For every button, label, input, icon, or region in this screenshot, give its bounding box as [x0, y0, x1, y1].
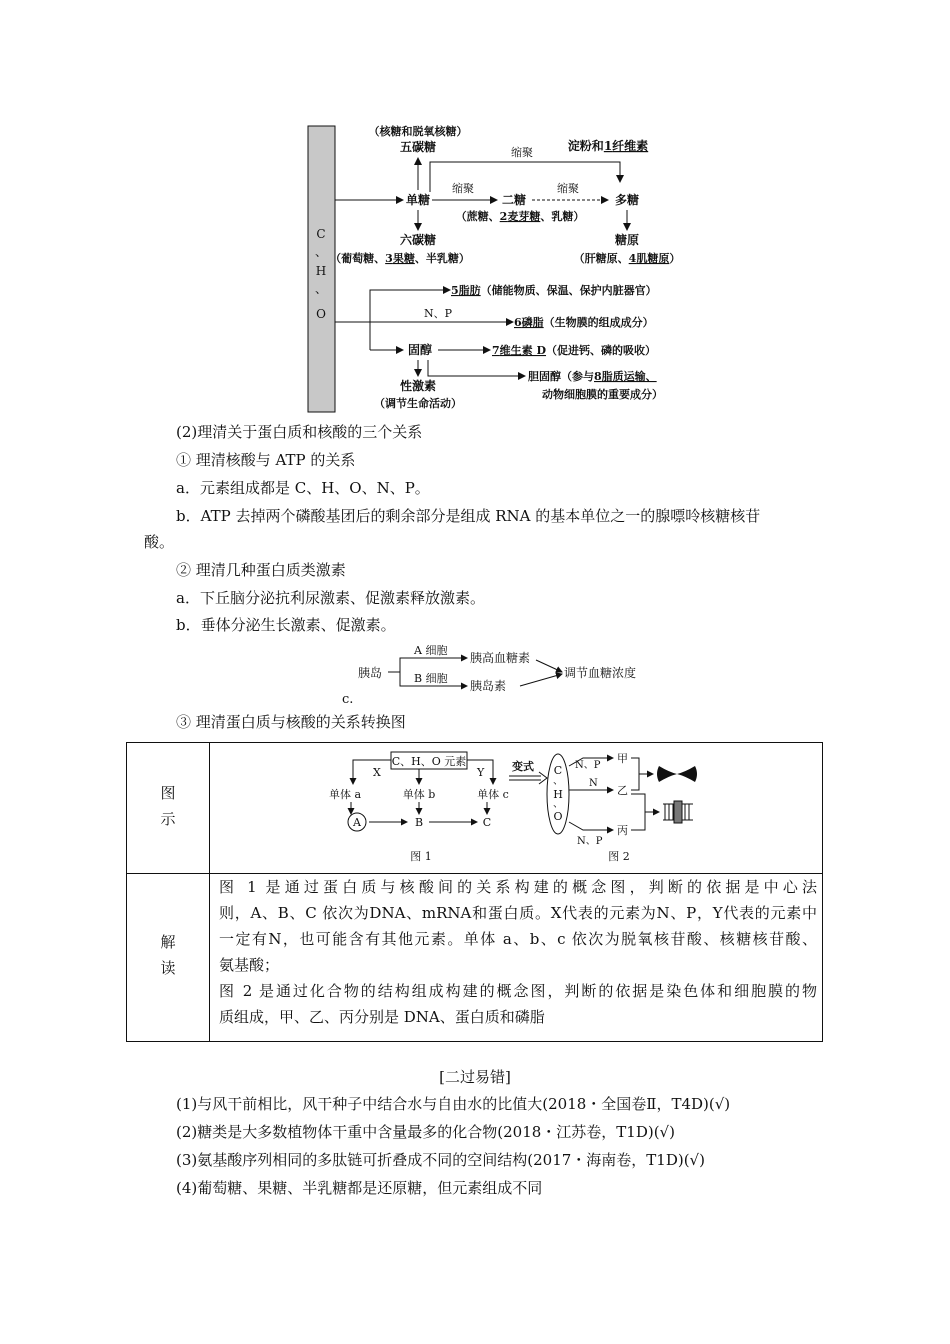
num-box-7: 7	[492, 344, 500, 357]
error-item-4: (4)葡萄糖、果糖、半乳糖都是还原糖，但元素组成不同	[176, 1179, 543, 1197]
interpretation-text	[219, 874, 817, 1030]
ellipse-sep2: 、	[553, 799, 563, 810]
row1-header-1: 图	[160, 784, 176, 802]
yi-label: 乙	[617, 784, 628, 797]
condense-mid2: 缩聚	[557, 182, 579, 195]
sex-hormone-label: 性激素	[399, 379, 437, 393]
relation-table	[126, 742, 823, 1042]
glycogen-label: 糖原	[614, 233, 640, 247]
jia-label: 甲	[617, 752, 628, 765]
num-box-6: 6	[514, 316, 522, 329]
disaccharide-label: 二糖	[501, 193, 527, 207]
num-box-5: 5	[451, 284, 459, 297]
num-box-8: 8	[594, 370, 602, 383]
element-sep1: 、	[314, 245, 328, 259]
vitamin-d-line: 7维生素 D（促进钙、磷的吸收）	[492, 344, 657, 357]
error-item-1: (1)与风干前相比，风干种子中结合水与自由水的比值大(2018・全国卷Ⅱ，T4D)(√)	[176, 1095, 731, 1113]
paragraph-atp-b-cont: 酸。	[144, 533, 175, 551]
glycogen-examples: （肝糖原、4肌糖原）	[573, 252, 681, 265]
interp-line-1: 图 1 是通过蛋白质与核酸间的关系构建的概念图，判断的依据是中心法	[219, 878, 817, 896]
error-item-2: (2)糖类是大多数植物体干重中含量最多的化合物(2018・江苏卷，T1D)(√)	[176, 1123, 675, 1141]
b-cell-label: B 细胞	[414, 672, 448, 685]
cholesterol-line1: 胆固醇（参与8脂质运输、	[528, 370, 657, 383]
condense-mid1: 缩聚	[452, 182, 474, 195]
insulin-label: 胰岛素	[470, 679, 507, 693]
bing-label: 丙	[617, 824, 628, 837]
row2-header-1: 解	[160, 933, 176, 951]
paragraph-atp-title: ① 理清核酸与 ATP 的关系	[176, 451, 356, 469]
item-c-label: c.	[342, 692, 354, 707]
polysaccharide-label: 多糖	[614, 193, 640, 207]
np-label: N、P	[423, 307, 453, 320]
num-box-4: 4	[628, 252, 637, 265]
monosaccharide-label: 单糖	[405, 193, 431, 207]
row1-header-2: 示	[160, 810, 176, 828]
sex-hormone-note: （调节生命活动）	[374, 397, 462, 410]
np-top-label: N、P	[575, 760, 601, 771]
paragraph-hormone-b: b．垂体分泌生长激素、促激素。	[176, 616, 396, 634]
section-title: [二过易错]	[439, 1068, 511, 1086]
protein-nucleic-figures	[327, 746, 727, 870]
element-sep2: 、	[314, 282, 328, 296]
pentose-note: （核糖和脱氧核糖）	[368, 125, 468, 138]
paragraph-atp-a: a．元素组成都是 C、H、O、N、P。	[176, 479, 430, 497]
a-label: A	[353, 816, 361, 829]
a-cell-label: A 细胞	[414, 644, 448, 657]
mono-c-label: 单体 c	[477, 788, 509, 801]
interp-line-6: 质组成，甲、乙、丙分别是 DNA、蛋白质和磷脂	[219, 1008, 545, 1026]
fig1-caption: 图 1	[410, 850, 432, 863]
elements-label: C、H、O 元素	[391, 755, 467, 768]
cholesterol-line2: 动物细胞膜的重要成分）	[542, 388, 663, 401]
num-box-2: 2	[499, 210, 508, 223]
chromosome-icon	[657, 766, 697, 782]
interp-line-3: 一定有N，也可能含有其他元素。单体 a、b、c 依次为脱氧核苷酸、核糖核苷酸、	[219, 930, 817, 948]
element-h: H	[315, 264, 327, 278]
np-bottom-label: N、P	[577, 836, 603, 847]
phospholipid-line: 6磷脂（生物膜的组成成分）	[514, 316, 654, 329]
ellipse-c: C	[553, 764, 563, 777]
table-column-divider	[209, 743, 210, 1041]
glucagon-label: 胰高血糖素	[470, 651, 531, 665]
transform-label: 变式	[512, 760, 534, 773]
cell-membrane-icon	[663, 801, 693, 823]
interp-line-2: 则，A、B、C 依次为DNA、mRNA和蛋白质。X代表的元素为N、P，Y代表的元素中	[219, 904, 817, 922]
row2-header-2: 读	[160, 959, 176, 977]
ellipse-o: O	[553, 810, 563, 823]
hexose-examples: （葡萄糖、3果糖、半乳糖）	[330, 252, 470, 265]
mono-a-label: 单体 a	[328, 788, 362, 801]
carbohydrate-lipid-diagram	[300, 118, 700, 418]
num-box-3: 3	[385, 252, 393, 265]
b-label: B	[414, 816, 424, 829]
islet-label: 胰岛	[358, 666, 383, 680]
condense-top: 缩聚	[511, 146, 533, 159]
c-label: C	[482, 816, 492, 829]
hexose-label: 六碳糖	[399, 233, 437, 247]
fig2-caption: 图 2	[608, 850, 630, 863]
element-c: C	[316, 227, 326, 241]
interp-line-4: 氨基酸；	[219, 956, 280, 974]
paragraph-relation-title: ③ 理清蛋白质与核酸的关系转换图	[176, 713, 406, 731]
n-mid-label: N	[589, 778, 598, 789]
ellipse-h: H	[553, 788, 563, 801]
fat-line: 5脂肪（储能物质、保温、保护内脏器官）	[451, 284, 657, 297]
polysaccharide-top: 淀粉和1纤维素	[567, 139, 649, 153]
error-item-3: (3)氨基酸序列相同的多肽链可折叠成不同的空间结构(2017・海南卷，T1D)(√)	[176, 1151, 705, 1169]
paragraph-2: (2)理清关于蛋白质和核酸的三个关系	[176, 423, 423, 441]
interp-line-5: 图 2 是通过化合物的结构组成构建的概念图，判断的依据是染色体和细胞膜的物	[219, 982, 817, 1000]
y-label: Y	[477, 766, 485, 779]
islet-hormone-diagram	[352, 640, 652, 704]
regulate-label: 调节血糖浓度	[564, 666, 637, 680]
paragraph-hormone-title: ② 理清几种蛋白质类激素	[176, 561, 346, 579]
paragraph-atp-b: b．ATP 去掉两个磷酸基团后的剩余部分是组成 RNA 的基本单位之一的腺嘌呤核糖核苷	[176, 507, 761, 525]
ellipse-sep1: 、	[553, 776, 563, 787]
mono-b-label: 单体 b	[402, 788, 436, 801]
x-label: X	[373, 766, 381, 779]
num-box-1: 1	[603, 139, 613, 153]
element-o: O	[316, 307, 326, 321]
pentose-label: 五碳糖	[399, 140, 437, 154]
sterol-label: 固醇	[407, 343, 433, 357]
disaccharide-examples: （蔗糖、2麦芽糖、乳糖）	[455, 210, 585, 223]
paragraph-hormone-a: a．下丘脑分泌抗利尿激素、促激素释放激素。	[176, 589, 485, 607]
